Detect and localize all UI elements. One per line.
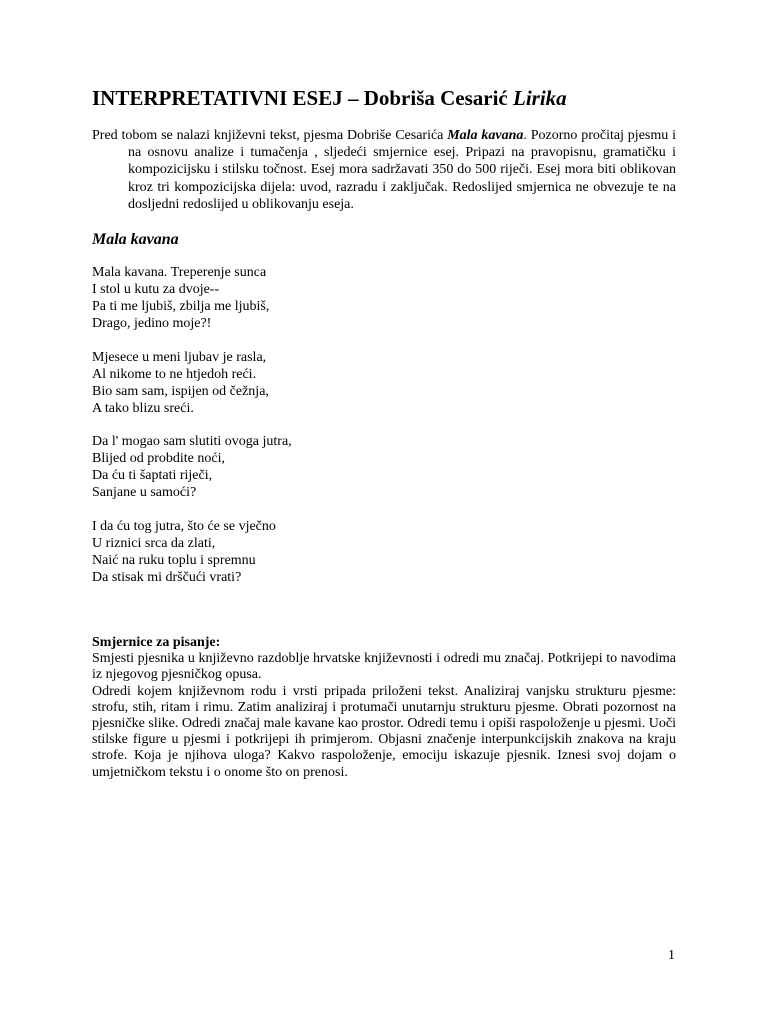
title-main: INTERPRETATIVNI ESEJ – Dobriša Cesarić	[92, 86, 514, 110]
intro-paragraph	[92, 127, 676, 213]
verse: Drago, jedino moje?!	[92, 316, 212, 331]
verse: Da stisak mi drščući vrati?	[92, 569, 242, 585]
verse: A tako blizu sreći.	[92, 400, 194, 416]
guidelines-title: Smjernice za pisanje:	[92, 635, 221, 650]
document-title	[92, 86, 567, 111]
verse: Naić na ruku toplu i spremnu	[92, 552, 256, 568]
stanza-4	[92, 518, 292, 586]
stanza-2	[92, 349, 292, 417]
verse: U riznici srca da zlati,	[92, 535, 216, 551]
verse: I da ću tog jutra, što će se vječno	[92, 518, 276, 534]
stanza-1	[92, 264, 292, 332]
guidelines-paragraph: Odredi kojem književnom rodu i vrsti pripada priloženi tekst. Analiziraj vanjsku strukturu pjesme: strofu, stih, ritam i rimu. Zatim analiziraj i protumači unutarnju strukturu pjesme. Obrati pozornost na pjesničke slike. Odredi značaj male kavane kao prostor. Odredi temu i opiši raspoloženje u pjesmi. Uoči stilske figure u pjesmi i potkrijepi ih primjerom. Objasni značenje interpunkcijskih znakova na kraju strofe. Koja je njihova uloga? Kakvo raspoloženje, emociju iskazuje pjesnik. Iznesi svoj dojam o umjetničkom tekstu i o onome što on prenosi.	[92, 683, 676, 780]
verse: Bio sam sam, ispijen od čežnja,	[92, 383, 269, 399]
verse: Da ću ti šaptati riječi,	[92, 468, 213, 483]
intro-after: . Pozorno pročitaj pjesmu i na osnovu analize i tumačenja , sljedeći smjernice esej. Pripazi na pravopisnu, gramatičku i kompozicijsku i stilsku točnost. Esej mora sadržavati 350 do 500 riječi. Esej mora biti oblikovan kroz tri kompozicijska dijela: uvod, razradu i zaključak. Redoslijed smjernica ne obvezuje te na dosljedni redoslijed u oblikovanju eseja.	[128, 128, 676, 212]
verse: Al nikome to ne htjedoh reći.	[92, 366, 257, 382]
guidelines-paragraph: Smjesti pjesnika u književno razdoblje hrvatske književnosti i odredi mu značaj. Potkrijepi to navodima iz njegovog pjesničkog opusa.	[92, 651, 676, 683]
verse: Blijed od probdite noći,	[92, 451, 225, 466]
poem	[92, 264, 292, 602]
page-number: 1	[668, 948, 675, 963]
intro-poem-name: Mala kavana	[447, 128, 524, 143]
verse: Pa ti me ljubiš, zbilja me ljubiš,	[92, 299, 270, 314]
verse: Da l' mogao sam slutiti ovoga jutra,	[92, 434, 292, 449]
verse: Mala kavana. Treperenje sunca	[92, 265, 267, 280]
verse: Mjesece u meni ljubav je rasla,	[92, 349, 267, 365]
intro-before: Pred tobom se nalazi književni tekst, pjesma Dobriše Cesarića	[92, 128, 448, 143]
writing-guidelines	[92, 635, 676, 781]
verse: Sanjane u samoći?	[92, 485, 197, 500]
poem-title: Mala kavana	[92, 231, 179, 248]
verse: I stol u kutu za dvoje--	[92, 282, 220, 297]
title-italic: Lirika	[513, 86, 567, 110]
stanza-3	[92, 433, 292, 501]
